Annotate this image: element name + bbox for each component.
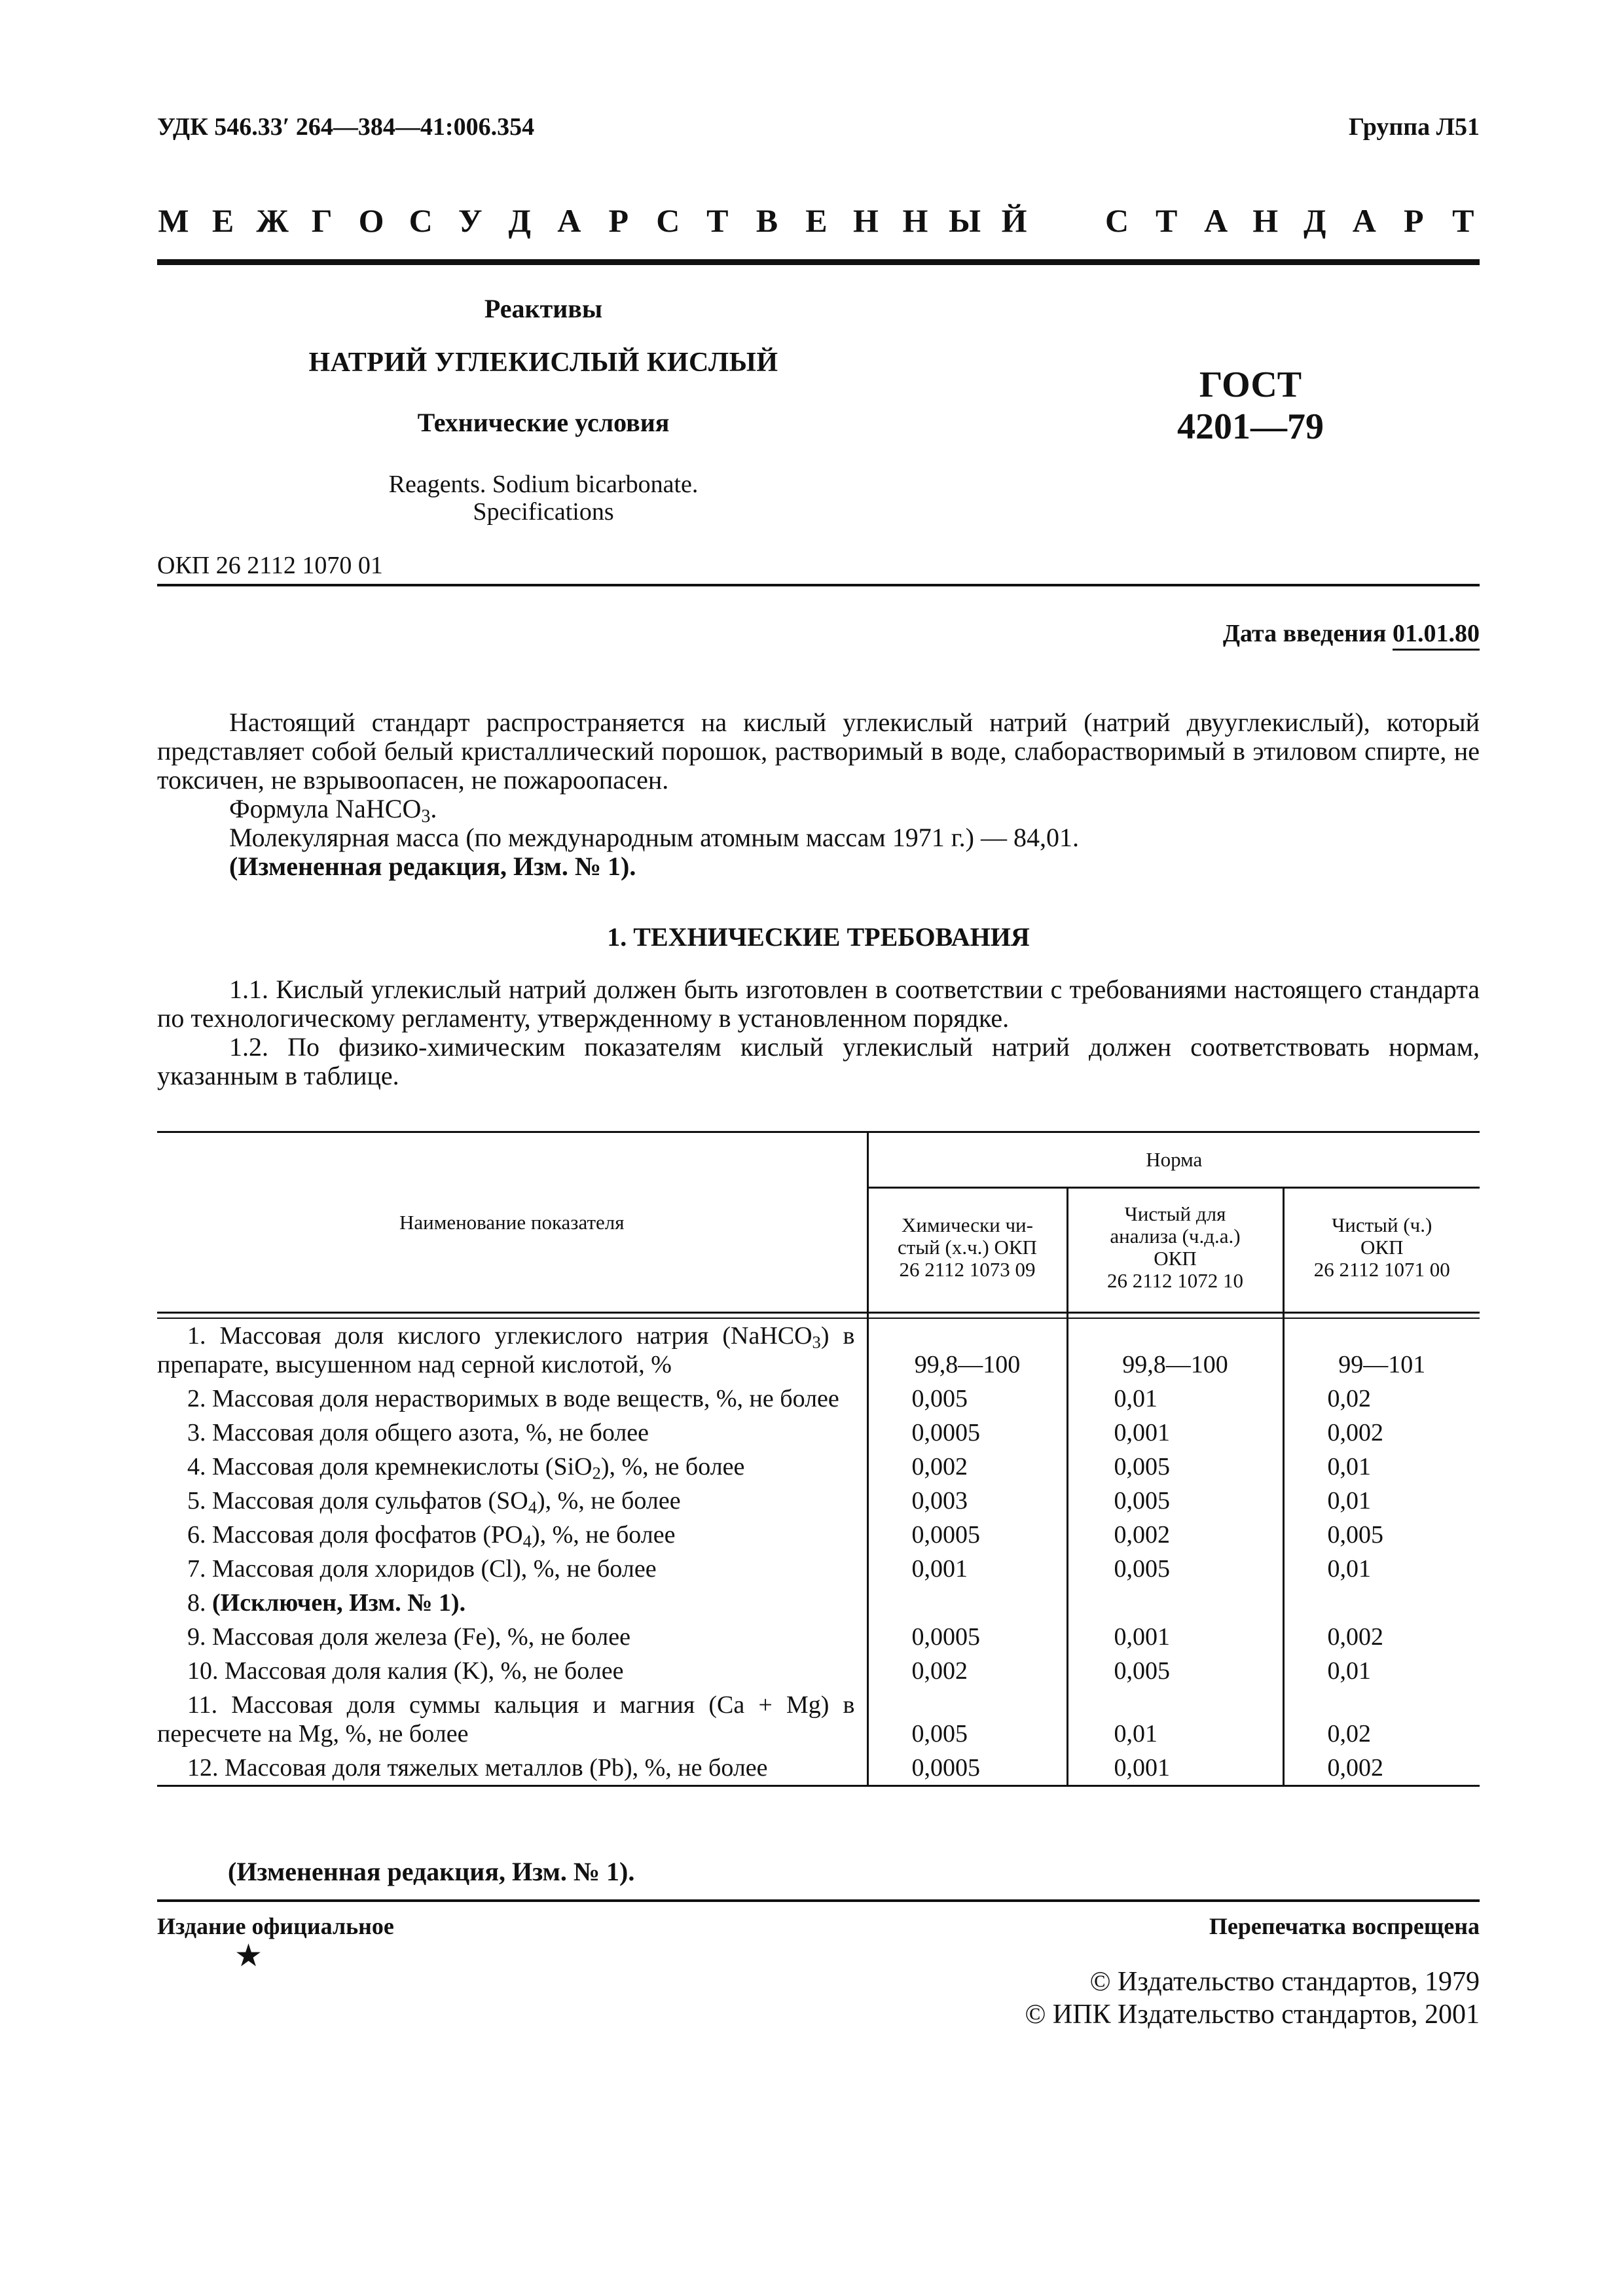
indicator-name: 12. Массовая доля тяжелых металлов (Pb), %, не более [157, 1751, 867, 1786]
table-row [157, 1518, 1480, 1552]
gost-number: 4201—79 [1177, 406, 1324, 447]
table-amendment: (Измененная редакция, Изм. № 1). [228, 1857, 635, 1886]
column-header-grade-1: Химически чи- стый (х.ч.) ОКП 26 2112 1073 09 [867, 1188, 1067, 1313]
banner-letter: Д [1304, 202, 1326, 239]
document-page [157, 0, 1480, 2296]
document-title: НАТРИЙ УГЛЕКИСЛЫЙ КИСЛЫЙ [308, 348, 778, 378]
formula-suffix: . [430, 794, 437, 823]
official-edition: Издание официальное [157, 1913, 394, 1939]
norm-value-3: 99—101 [1283, 1318, 1480, 1382]
banner-letter: С [409, 202, 433, 239]
group-code: Группа Л51 [1348, 113, 1480, 141]
udk-code: УДК 546.33′ 264—384—41:006.354 [157, 113, 535, 141]
norm-value-3: 0,002 [1283, 1416, 1480, 1450]
indicator-name: 11. Массовая доля суммы кальция и магния (Ca + Mg) в пересчете на Mg, %, не более [157, 1691, 855, 1748]
norm-value-2: 0,01 [1067, 1688, 1283, 1751]
table-row [157, 1416, 1480, 1450]
introduction [157, 708, 1480, 881]
banner-letter: Р [608, 202, 629, 239]
banner-letter: О [358, 202, 384, 239]
effective-date [1223, 619, 1480, 648]
norm-value-1: 0,0005 [867, 1620, 1067, 1654]
norm-value-2: 0,001 [1067, 1620, 1283, 1654]
section-title: 1. ТЕХНИЧЕСКИЕ ТРЕБОВАНИЯ [607, 922, 1030, 952]
formula-line [157, 794, 1480, 827]
intro-paragraph: Настоящий стандарт распространяется на кислый углекислый натрий (натрий двууглекислый), который представляет собой белый кристаллический порошок, растворимый в воде, слаборастворимый в этиловом спирте, не токсичен, не взрывоопасен, не пожароопасен. [157, 708, 1480, 795]
norm-value-3: 0,01 [1283, 1654, 1480, 1688]
star-icon: ★ [234, 1939, 263, 1973]
indicator-name: 7. Массовая доля хлоридов (Cl), %, не более [187, 1555, 657, 1583]
clause-1-2: 1.2. По физико-химическим показателям кислый углекислый натрий должен соответствовать нормам, указанным в таблице. [157, 1032, 1480, 1090]
gost-designation [1093, 364, 1408, 448]
norm-value-1: 0,005 [867, 1382, 1067, 1416]
banner-letter: Д [508, 202, 531, 239]
table-row [157, 1620, 1480, 1654]
norm-value-2: 99,8—100 [1067, 1318, 1283, 1382]
norm-value-2: 0,002 [1067, 1518, 1283, 1552]
norm-value-1: 0,002 [867, 1654, 1067, 1688]
molar-mass-line: Молекулярная масса (по международным атомным массам 1971 г.) — 84,01. [229, 823, 1079, 852]
clause-1-1: 1.1. Кислый углекислый натрий должен быть изготовлен в соответствии с требованиями настоящего стандарта по технологическому регламенту, утвержденному в установленном порядке. [157, 975, 1480, 1033]
indicator-name: 10. Массовая доля калия (K), %, не более [187, 1657, 624, 1685]
indicator-name: 3. Массовая доля общего азота, %, не более [187, 1419, 649, 1446]
banner-letter: Ы [948, 202, 981, 239]
table-row [157, 1552, 1480, 1586]
banner-letter: А [1352, 202, 1376, 239]
norm-value-1 [867, 1586, 1067, 1620]
header-rule [157, 259, 1480, 265]
column-header-grade-3: Чистый (ч.) ОКП 26 2112 1071 00 [1283, 1188, 1480, 1313]
column-header-grade-2: Чистый для анализа (ч.д.а.) ОКП 26 2112 1072 10 [1067, 1188, 1283, 1313]
norm-value-1: 0,002 [867, 1450, 1067, 1484]
norm-value-1: 0,005 [867, 1688, 1067, 1751]
norm-value-2: 0,001 [1067, 1416, 1283, 1450]
specs-table-body [157, 1313, 1480, 1786]
norm-value-1: 0,0005 [867, 1518, 1067, 1552]
requirements-text [157, 975, 1480, 1090]
norm-value-3: 0,01 [1283, 1552, 1480, 1586]
okp-code: ОКП 26 2112 1070 01 [157, 552, 383, 579]
banner-letter: У [458, 202, 483, 239]
category-label: Реактивы [484, 294, 603, 323]
norm-value-1: 0,0005 [867, 1416, 1067, 1450]
norm-value-3: 0,01 [1283, 1450, 1480, 1484]
banner-letter: Т [1155, 202, 1178, 239]
table-row [157, 1382, 1480, 1416]
intro-amendment: (Измененная редакция, Изм. № 1). [229, 852, 636, 881]
indicator-name: 4. Массовая доля кремнекислоты (SiO$_2$), %, не более [187, 1453, 745, 1483]
banner-letter: М [158, 202, 189, 239]
english-title-line2: Specifications [473, 498, 614, 526]
banner-letter: Н [1252, 202, 1279, 239]
norm-value-2: 0,005 [1067, 1484, 1283, 1518]
table-row [157, 1484, 1480, 1518]
banner-letter: Т [1452, 202, 1474, 239]
norm-value-1: 99,8—100 [867, 1318, 1067, 1382]
norm-value-3: 0,005 [1283, 1518, 1480, 1552]
norm-value-2: 0,001 [1067, 1751, 1283, 1786]
norm-value-2: 0,005 [1067, 1552, 1283, 1586]
document-subtitle: Технические условия [417, 408, 670, 437]
norm-value-2 [1067, 1586, 1283, 1620]
norm-value-3: 0,02 [1283, 1688, 1480, 1751]
banner-letter: Ж [256, 202, 289, 239]
indicator-name: 8. (Исключен, Изм. № 1). [187, 1589, 466, 1617]
norm-value-2: 0,005 [1067, 1450, 1283, 1484]
copyright-2001: © ИПК Издательство стандартов, 2001 [1025, 2000, 1480, 2030]
banner-letter: Т [706, 202, 729, 239]
footer-rule [157, 1899, 1480, 1902]
norm-value-2: 0,005 [1067, 1654, 1283, 1688]
banner-letter: С [656, 202, 680, 239]
copyright-1979: © Издательство стандартов, 1979 [1089, 1967, 1480, 1997]
table-row [157, 1450, 1480, 1484]
banner-letter: Г [311, 202, 333, 239]
table-row [157, 1586, 1480, 1620]
norm-value-1: 0,003 [867, 1484, 1067, 1518]
banner-letter: Е [805, 202, 828, 239]
indicator-name: 5. Массовая доля сульфатов $(SO_4)$, %, не более [187, 1487, 681, 1517]
norm-value-3: 0,01 [1283, 1484, 1480, 1518]
table-row [157, 1318, 1480, 1382]
indicator-name: 2. Массовая доля нерастворимых в воде веществ, %, не более [187, 1385, 839, 1412]
table-row [157, 1688, 1480, 1751]
effective-date-value: 01.01.80 [1393, 620, 1480, 651]
norm-value-3: 0,02 [1283, 1382, 1480, 1416]
column-header-norm: Норма [867, 1132, 1480, 1188]
okp-rule [157, 584, 1480, 586]
indicator-name: 9. Массовая доля железа (Fe), %, не более [187, 1623, 630, 1651]
english-title-line1: Reagents. Sodium bicarbonate. [388, 471, 699, 498]
table-row [157, 1751, 1480, 1786]
norm-value-2: 0,01 [1067, 1382, 1283, 1416]
banner-letter: А [1204, 202, 1228, 239]
banner-letter: Н [902, 202, 928, 239]
banner-letter: А [557, 202, 581, 239]
norm-value-1: 0,0005 [867, 1751, 1067, 1786]
banner-letter: С [1105, 202, 1129, 239]
gost-label: ГОСТ [1199, 365, 1302, 405]
banner-letter: Й [1001, 202, 1027, 239]
column-header-name: Наименование показателя [157, 1132, 867, 1313]
specs-table [157, 1131, 1480, 1787]
effective-date-label: Дата введения [1222, 620, 1387, 647]
norm-value-3: 0,002 [1283, 1751, 1480, 1786]
banner-letter: Р [1404, 202, 1424, 239]
specs-table-wrapper [157, 1131, 1480, 1787]
indicator-name: 6. Массовая доля фосфатов $(PO_4)$, %, не более [187, 1521, 676, 1551]
norm-value-1: 0,001 [867, 1552, 1067, 1586]
banner-letter: В [756, 202, 778, 239]
formula-subscript: 3 [421, 806, 431, 827]
indicator-name: 1. Массовая доля кислого углекислого натрия (NaHCO$_3$) в препарате, высушенном над серной кислотой, % [157, 1322, 855, 1378]
banner-letter: Е [211, 202, 234, 239]
standard-banner [157, 202, 1480, 241]
reprint-notice: Перепечатка воспрещена [1209, 1913, 1480, 1939]
formula-text: Формула NaHCO [229, 794, 422, 823]
table-row [157, 1654, 1480, 1688]
norm-value-3: 0,002 [1283, 1620, 1480, 1654]
norm-value-3 [1283, 1586, 1480, 1620]
banner-letter: Н [852, 202, 879, 239]
